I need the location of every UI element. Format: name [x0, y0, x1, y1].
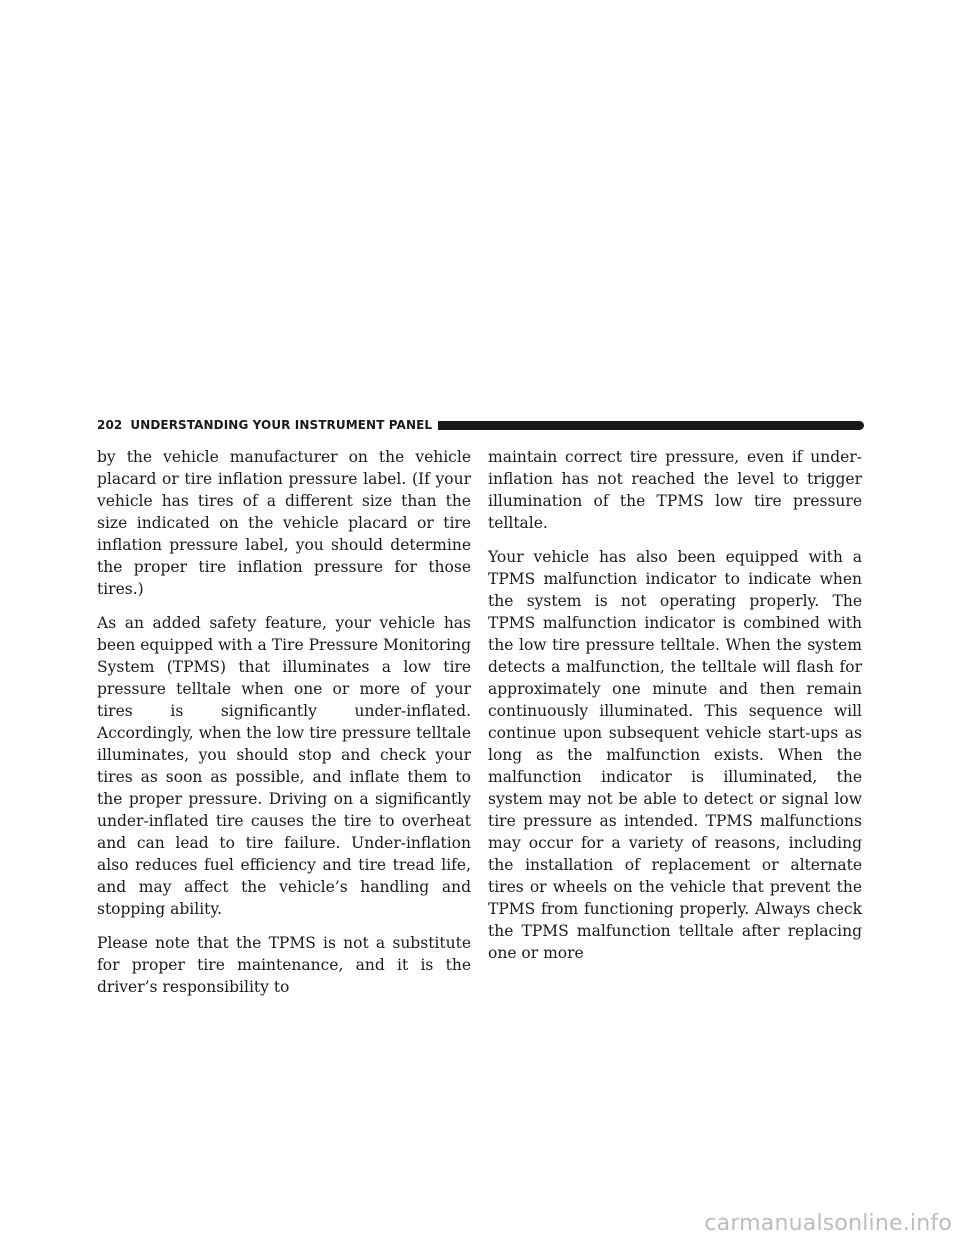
- watermark-link[interactable]: carmanualsonline.info: [704, 1211, 952, 1236]
- paragraph: by the vehicle manufacturer on the vehicle placard or tire inflation pressure label. (If your vehicle has tires of a different size than the size indicated on the vehicle placard or tire inflation pressure label, you should determine the proper tire inflation pressure for those tires.): [97, 448, 471, 598]
- paragraph: Please note that the TPMS is not a substitute for proper tire maintenance, and it is the driver’s responsibility to: [97, 934, 471, 996]
- left-column: [97, 446, 471, 1010]
- paragraph: Your vehicle has also been equipped with a TPMS malfunction indicator to indicate when the system is not operating properly. The TPMS malfunction indicator is combined with the low tire pressure telltale. When the system detects a malfunction, the telltale will flash for approximately one minute and then remain continuously illuminated. This sequence will continue upon subsequent vehicle start-ups as long as the malfunction exists. When the malfunction indicator is illuminated, the system may not be able to detect or signal low tire pressure as intended. TPMS malfunctions may occur for a variety of reasons, including the installation of replacement or alternate tires or wheels on the vehicle that prevent the TPMS from functioning properly. Always check the TPMS malfunction telltale after replacing one or more: [488, 548, 862, 962]
- paragraph: As an added safety feature, your vehicle has been equipped with a Tire Pressure Monitoring System (TPMS) that illuminates a low tire pressure telltale when one or more of your tires is significantly under-inflated. Accordingly, when the low tire pressure telltale illuminates, you should stop and check your tires as soon as possible, and inflate them to the proper pressure. Driving on a significantly under-inflated tire causes the tire to overheat and can lead to tire failure. Under-inflation also reduces fuel efficiency and tire tread life, and may affect the vehicle’s handling and stopping ability.: [97, 614, 471, 918]
- right-column: [488, 446, 862, 976]
- page-header: [97, 417, 864, 433]
- section-title: UNDERSTANDING YOUR INSTRUMENT PANEL: [130, 418, 433, 432]
- page-number: 202: [97, 418, 123, 432]
- header-rule: [438, 421, 864, 430]
- paragraph: maintain correct tire pressure, even if under-inflation has not reached the level to trigger illumination of the TPMS low tire pressure telltale.: [488, 448, 862, 532]
